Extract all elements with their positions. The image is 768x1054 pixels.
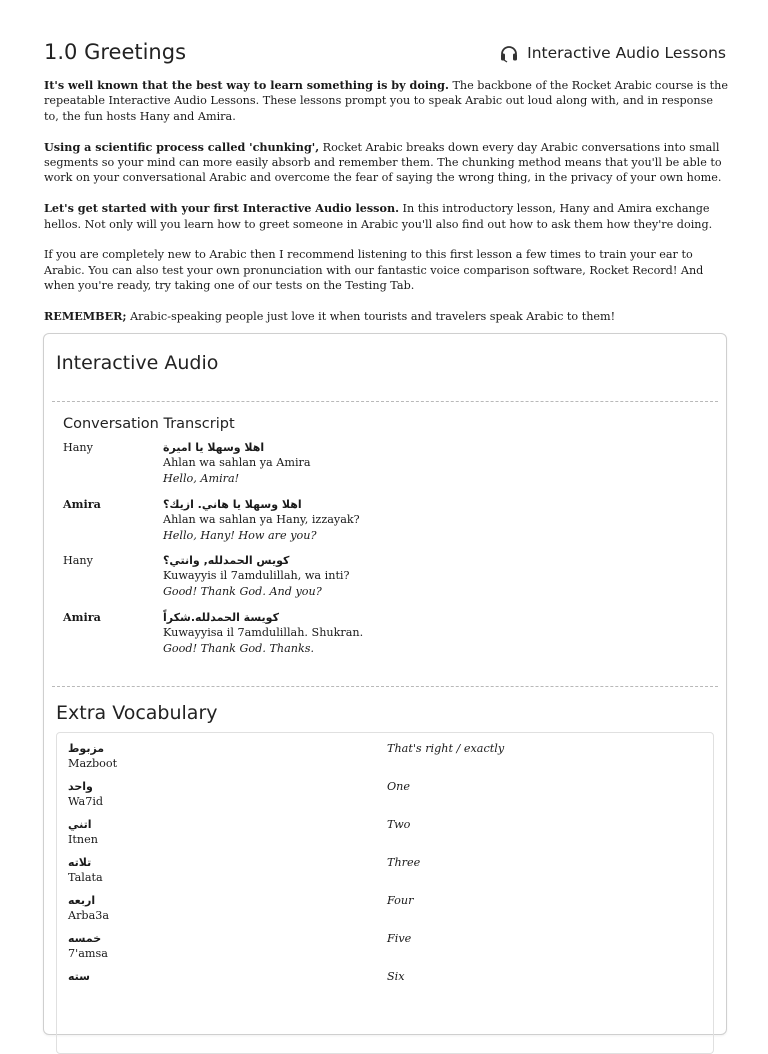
vocab-english: Five	[387, 932, 412, 945]
arabic-text: اهلا وسهلا يا هاني. ازيك؟	[163, 498, 302, 511]
vocab-english: Two	[387, 818, 411, 831]
english-translation: Hello, Amira!	[163, 471, 240, 485]
vocabulary-title: Extra Vocabulary	[56, 702, 218, 724]
vocab-item	[68, 855, 708, 893]
vocab-transliteration: Itnen	[68, 833, 98, 847]
intro-paragraph-1	[44, 78, 729, 124]
intro-p3-rest: In this introductory lesson, Hany and Amira exchange hellos. Not only will you learn how to greet someone in Arabic you'll also find out how to ask them how they're doing.	[44, 202, 713, 231]
brand-label	[499, 43, 726, 63]
page-header	[44, 40, 726, 70]
intro-p1-rest: The backbone of the Rocket Arabic course is the repeatable Interactive Audio Lessons. These lessons prompt you to speak Arabic out loud along with, and in response to, the fun hosts Hany and Amira.	[44, 79, 728, 123]
divider	[52, 686, 718, 687]
arabic-text: اهلا وسهلا يا اميرة	[163, 441, 265, 454]
vocab-english: Three	[387, 856, 421, 869]
transliteration: Ahlan wa sahlan ya Amira	[163, 456, 311, 470]
speaker-name: Hany	[63, 441, 93, 454]
interactive-audio-title: Interactive Audio	[56, 352, 219, 374]
divider	[52, 401, 718, 402]
transliteration: Ahlan wa sahlan ya Hany, izzayak?	[163, 513, 360, 527]
transliteration: Kuwayyisa il 7amdulillah. Shukran.	[163, 626, 364, 640]
vocabulary-list	[56, 732, 714, 1054]
vocab-transliteration: Wa7id	[68, 795, 104, 809]
intro-paragraph-4: If you are completely new to Arabic then I recommend listening to this first lesson a few times to train your ear to Arabic. You can also test your own pronunciation with our fantastic voice comparison software, Rocket Record! And when you're ready, try taking one of our tests on the Testing Tab.	[44, 248, 704, 293]
interactive-audio-panel	[43, 333, 727, 1035]
vocab-transliteration: Talata	[68, 871, 103, 885]
vocab-transliteration: Mazboot	[68, 757, 118, 771]
vocab-english: That's right / exactly	[387, 742, 505, 755]
vocab-arabic: مزبوط	[68, 742, 105, 755]
vocab-english: Four	[387, 894, 414, 907]
transliteration: Kuwayyis il 7amdulillah, wa inti?	[163, 569, 350, 583]
vocab-english: Six	[387, 970, 405, 983]
vocab-arabic: اتني	[68, 818, 92, 831]
vocab-item	[68, 817, 708, 855]
transcript-title: Conversation Transcript	[63, 416, 235, 432]
page-title: 1.0 Greetings	[44, 40, 187, 64]
arabic-text: كويسة الحمدلله.شكراً	[163, 611, 279, 624]
intro-paragraph-5	[44, 309, 729, 324]
vocab-item	[68, 931, 708, 969]
headphones-icon	[499, 43, 519, 63]
arabic-text: كويس الحمدلله, وانتي؟	[163, 554, 290, 567]
vocab-arabic: خمسه	[68, 932, 102, 945]
intro-p1-bold: It's well known that the best way to learn something is by doing.	[44, 78, 449, 92]
speaker-name: Hany	[63, 554, 93, 567]
vocab-english: One	[387, 780, 410, 793]
vocab-item	[68, 893, 708, 931]
intro-p5-rest: Arabic-speaking people just love it when tourists and travelers speak Arabic to them!	[126, 310, 616, 324]
speaker-name: Amira	[63, 610, 101, 624]
vocab-transliteration: Arba3a	[68, 909, 110, 923]
intro-paragraph-3	[44, 201, 729, 232]
vocab-item	[68, 969, 708, 1007]
vocab-arabic: واحد	[68, 780, 93, 793]
vocab-transliteration: 7'amsa	[68, 947, 108, 961]
vocab-arabic: تلاته	[68, 856, 92, 869]
intro-paragraph-2	[44, 140, 729, 186]
english-translation: Hello, Hany! How are you?	[163, 528, 317, 542]
intro-p5-bold: REMEMBER;	[44, 309, 127, 324]
vocab-item	[68, 779, 708, 817]
vocab-arabic: اربعه	[68, 894, 96, 907]
brand-text: Interactive Audio Lessons	[527, 44, 726, 62]
intro-text	[44, 78, 729, 340]
intro-p3-bold: Let's get started with your first Interactive Audio lesson.	[44, 201, 399, 216]
intro-p2-rest: Rocket Arabic breaks down every day Arabic conversations into small segments so your mind can more easily absorb and remember them. The chunking method means that you'll be able to work on your conversational Arabic and overcome the fear of saying the wrong thing, in the privacy of your own home.	[44, 140, 722, 185]
vocab-item	[68, 741, 708, 779]
english-translation: Good! Thank God. Thanks.	[163, 641, 315, 655]
english-translation: Good! Thank God. And you?	[163, 584, 322, 598]
speaker-name: Amira	[63, 497, 101, 511]
vocab-arabic: سته	[68, 970, 90, 983]
intro-p2-bold: Using a scientific process called 'chunking',	[44, 139, 320, 154]
